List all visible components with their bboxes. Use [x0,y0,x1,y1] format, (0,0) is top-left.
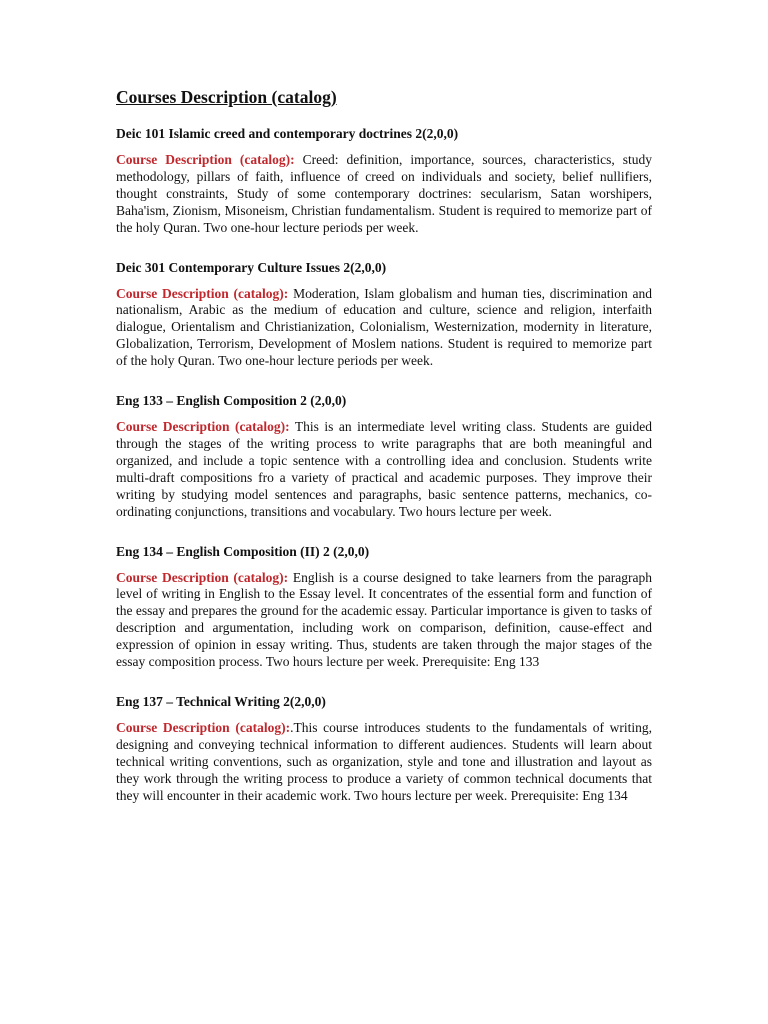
course-description-label: Course Description (catalog): [116,285,289,301]
course-entry-eng-134 [116,543,652,671]
course-description-text: Moderation, Islam globalism and human ties, discrimination and nationalism, Arabic as the medium of education and culture, science and religion, interfaith dialogue, Orientalism and Christianization, Colonialism, Westernization, modernity in literature, Globalization, Terrorism, Development of Moslem nations. Student is required to memorize part of the holy Quran. Two one-hour lecture periods per week. [116,285,652,369]
course-description-label: Course Description (catalog): [116,152,295,167]
course-description [116,152,652,237]
course-description [116,286,652,371]
course-description-label: Course Description (catalog): [116,569,289,585]
course-description-label: Course Description (catalog): [116,419,290,435]
course-entry-eng-137 [116,693,652,805]
course-description-text: This is an intermediate level writing class. Students are guided through the stages of the writing process to write paragraphs that are both meaningful and organized, and include a topic sentence with a controlling idea and conclusion. Students write multi-draft compositions fro a variety of practical and academic purposes. They improve their writing by studying model sentences and paragraphs, basic sentence patterns, mechanics, co-ordinating conjunctions, transitions and vocabulary. Two hours lecture per week. [116,419,652,519]
document-page [116,86,652,826]
course-description-text: .This course introduces students to the fundamentals of writing, designing and conveying technical information to different audiences. Students will learn about technical writing conventions, such as organization, style and tone and illustration and layout as they work through the writing process to produce a variety of common technical documents that they will encounter in their academic work. Two hours lecture per week. Prerequisite: Eng 134 [116,719,653,803]
course-entry-deic-301 [116,259,652,371]
course-title: Eng 134 – English Composition (II) 2 (2,0,0) [116,543,370,559]
course-description-label: Course Description (catalog): [116,719,291,735]
document-title: Courses Description (catalog) [116,87,337,107]
course-title: Deic 301 Contemporary Culture Issues 2(2,0,0) [116,259,387,275]
course-entry-deic-101 [116,125,652,237]
course-description [116,570,652,671]
course-description-text: English is a course designed to take learners from the paragraph level of writing in English to the Essay level. It concentrates of the essential form and function of the essay and prepares the ground for the academic essay. Particular importance is given to tasks of description and argumentation, including work on comparison, definition, cause-effect and expression of opinion in essay writing. Thus, students are taken through the major stages of the essay composition process. Two hours lecture per week. Prerequisite: Eng 133 [116,569,652,670]
course-description [116,720,652,805]
course-entry-eng-133 [116,392,652,520]
course-description-text: Creed: definition, importance, sources, characteristics, study methodology, pillars of faith, influence of creed on individuals and society, belief nullifiers, thought constraints, Study of some contemporary doctrines: secularism, Satan worshipers, Baha'ism, Zionism, Misoneism, Christian fundamentalism. Student is required to memorize part of the holy Quran. Two one-hour lecture periods per week. [116,152,652,235]
course-title: Deic 101 Islamic creed and contemporary doctrines 2(2,0,0) [116,126,459,141]
course-title: Eng 137 – Technical Writing 2(2,0,0) [116,693,326,709]
course-description [116,419,652,520]
course-title: Eng 133 – English Composition 2 (2,0,0) [116,393,347,409]
